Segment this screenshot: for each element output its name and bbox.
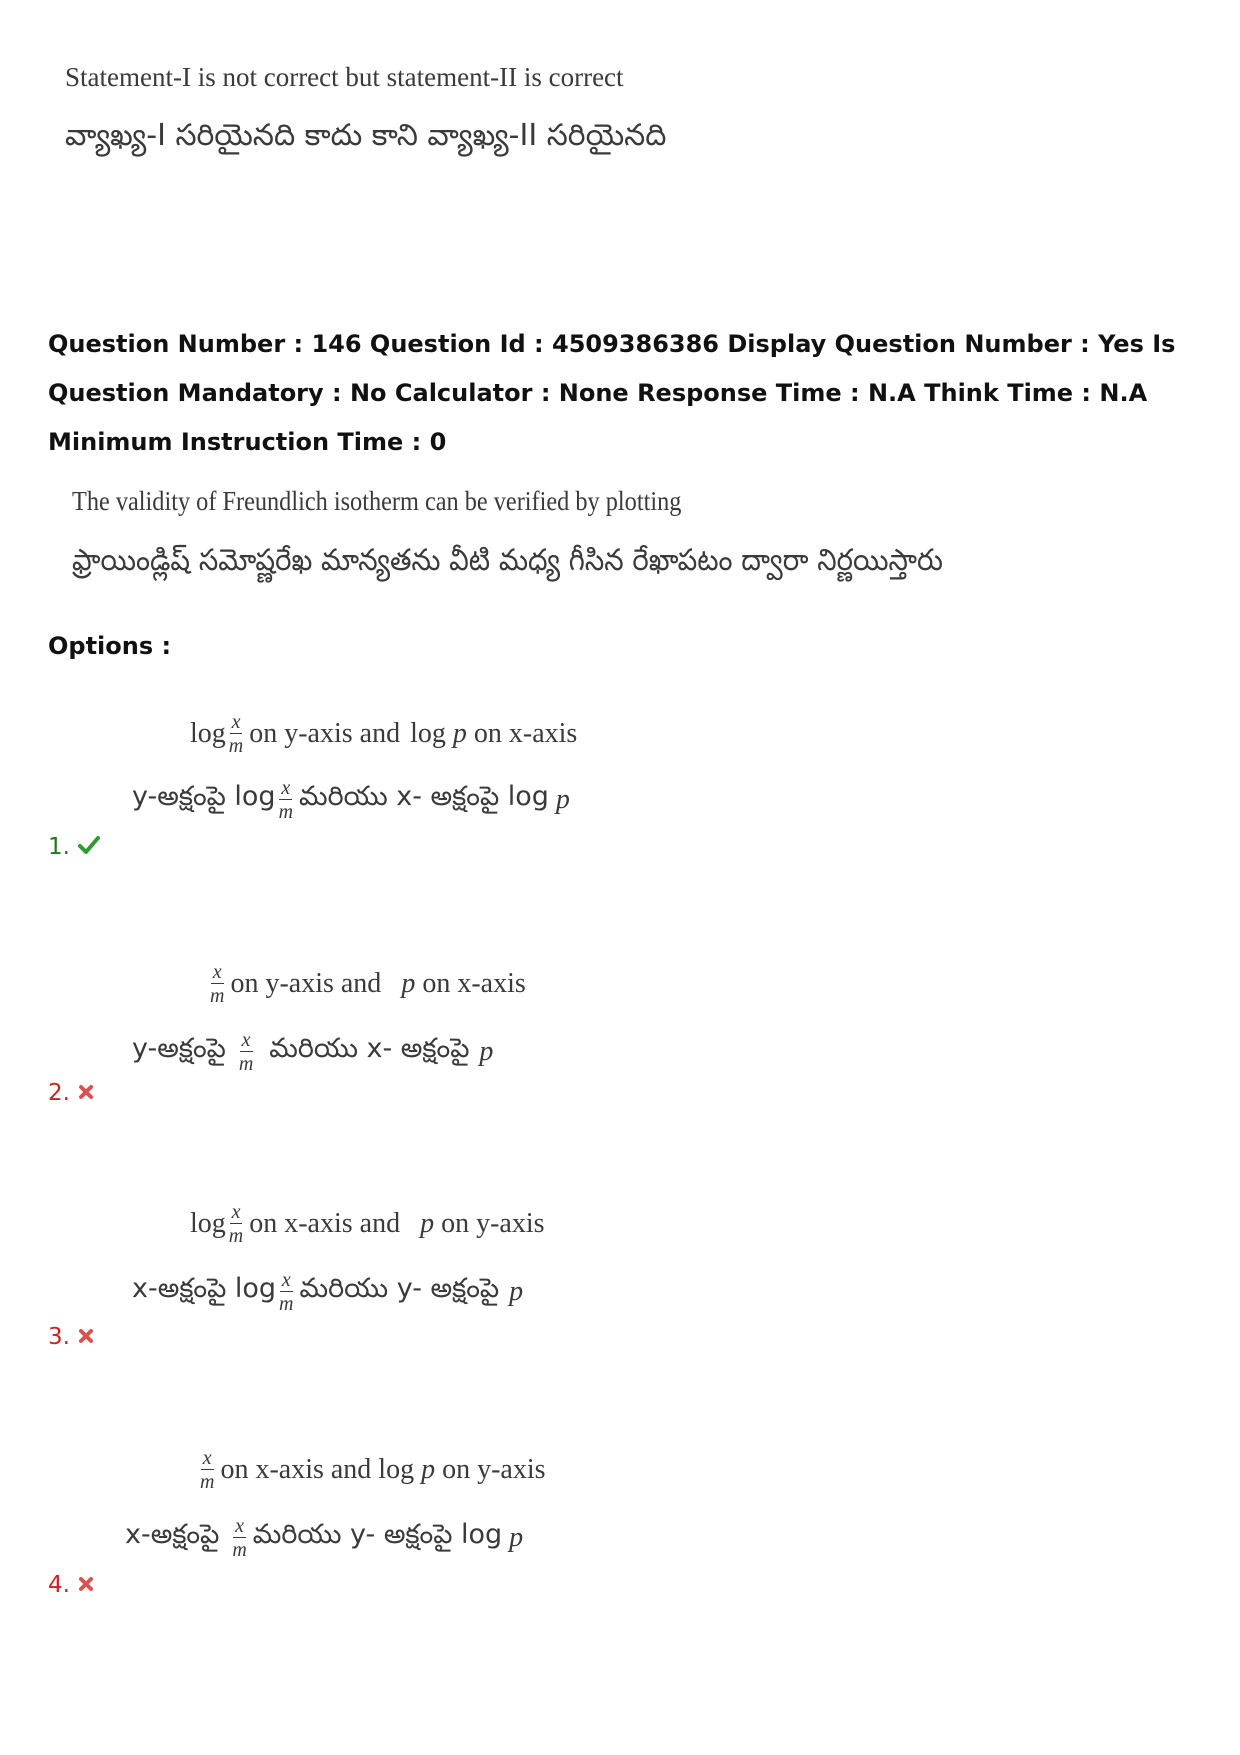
option-1-en-pre: log <box>190 718 226 749</box>
option-3-te-var: p <box>509 1276 524 1307</box>
fraction-denominator: m <box>228 735 244 757</box>
cross-icon <box>78 1572 94 1598</box>
fraction-numerator: x <box>235 1515 244 1537</box>
option-2-en-var: p <box>401 968 416 999</box>
previous-option-statement-en: Statement-I is not correct but statement-II is correct <box>65 62 624 92</box>
option-1-text-en <box>190 712 577 756</box>
options-label: Options : <box>48 632 172 660</box>
option-4-en-var: p <box>421 1454 436 1485</box>
option-1-te-var: p <box>555 784 570 815</box>
check-icon <box>78 834 100 860</box>
option-1-number <box>48 834 100 860</box>
option-3-text-en <box>190 1202 545 1246</box>
option-4-en-post: on y-axis <box>442 1454 546 1485</box>
option-1-en-mid: on y-axis and <box>249 718 401 749</box>
fraction-denominator: m <box>228 1225 244 1247</box>
cross-icon <box>78 1080 94 1106</box>
option-4-te-pre: x-అక్షంపై <box>125 1519 220 1550</box>
option-3-number-label: 3. <box>48 1324 70 1350</box>
option-3-en-var: p <box>420 1208 435 1239</box>
option-2-number <box>48 1080 94 1106</box>
option-1-en-var-prefix: log <box>410 718 446 749</box>
option-1-text-te <box>132 778 570 822</box>
fraction-numerator: x <box>231 711 241 733</box>
previous-option-statement-te: వ్యాఖ్య-I సరియైనది కాదు కాని వ్యాఖ్య-II సరియైనది <box>65 118 667 153</box>
fraction-denominator: m <box>200 1471 215 1493</box>
fraction-x-over-m <box>210 962 224 1006</box>
fraction-numerator: x <box>281 777 291 799</box>
option-3-te-mid: మరియు y- అక్షంపై <box>299 1273 500 1304</box>
option-3-number <box>48 1324 94 1350</box>
fraction-numerator: x <box>241 1029 251 1051</box>
option-1-number-label: 1. <box>48 834 70 860</box>
option-2-te-mid: మరియు x- అక్షంపై <box>269 1033 470 1064</box>
fraction-numerator: x <box>231 1201 241 1223</box>
fraction-x-over-m <box>200 1448 214 1492</box>
option-4-number-label: 4. <box>48 1572 70 1598</box>
option-3-en-post: on y-axis <box>441 1208 545 1239</box>
option-1-te-mid: మరియు x- అక్షంపై log <box>299 781 549 812</box>
option-2-en-post: on x-axis <box>422 968 526 999</box>
option-3-te-pre: x-అక్షంపై log <box>132 1273 277 1304</box>
option-2-text-te <box>132 1030 493 1074</box>
option-4-text-te <box>125 1516 523 1560</box>
fraction-denominator: m <box>210 985 225 1007</box>
option-4-text-en <box>197 1448 546 1492</box>
question-text-en: The validity of Freundlich isotherm can be verified by plotting <box>72 486 682 516</box>
option-2-en-mid: on y-axis and <box>230 968 382 999</box>
fraction-denominator: m <box>278 801 294 823</box>
option-4-te-mid: మరియు y- అక్షంపై log <box>252 1519 503 1550</box>
fraction-numerator: x <box>202 1447 212 1469</box>
option-4-en-mid: on x-axis and log <box>220 1454 415 1485</box>
option-2-te-var: p <box>479 1036 494 1067</box>
option-4-te-var: p <box>509 1522 524 1553</box>
option-3-text-te <box>132 1270 523 1314</box>
option-2-text-en <box>207 962 526 1006</box>
fraction-denominator: m <box>232 1539 247 1561</box>
fraction-x-over-m <box>229 712 243 756</box>
fraction-numerator: x <box>281 1269 291 1291</box>
option-1-te-pre: y-అక్షంపై log <box>132 781 276 812</box>
option-2-number-label: 2. <box>48 1080 70 1106</box>
cross-icon <box>78 1324 94 1350</box>
option-3-en-mid: on x-axis and <box>249 1208 401 1239</box>
fraction-denominator: m <box>238 1053 254 1075</box>
question-meta: Question Number : 146 Question Id : 4509386386 Display Question Number : Yes Is Question Mandatory : No Calculator : None Response Time : N.A Think Time : N.A Minimum Instruction Time : 0 <box>48 330 1176 456</box>
fraction-denominator: m <box>279 1293 294 1315</box>
question-text-te: ఫ్రాయిండ్లిష్ సమోష్ణరేఖ మాన్యతను వీటి మధ్య గీసిన రేఖాపటం ద్వారా నిర్ణయిస్తారు <box>72 543 943 578</box>
option-2-te-pre: y-అక్షంపై <box>132 1033 226 1064</box>
fraction-x-over-m <box>229 1202 243 1246</box>
option-1-en-post: on x-axis <box>473 718 578 749</box>
option-1-en-var: p <box>452 718 467 749</box>
option-4-number <box>48 1572 94 1598</box>
fraction-numerator: x <box>212 961 222 983</box>
option-3-en-pre: log <box>190 1208 226 1239</box>
